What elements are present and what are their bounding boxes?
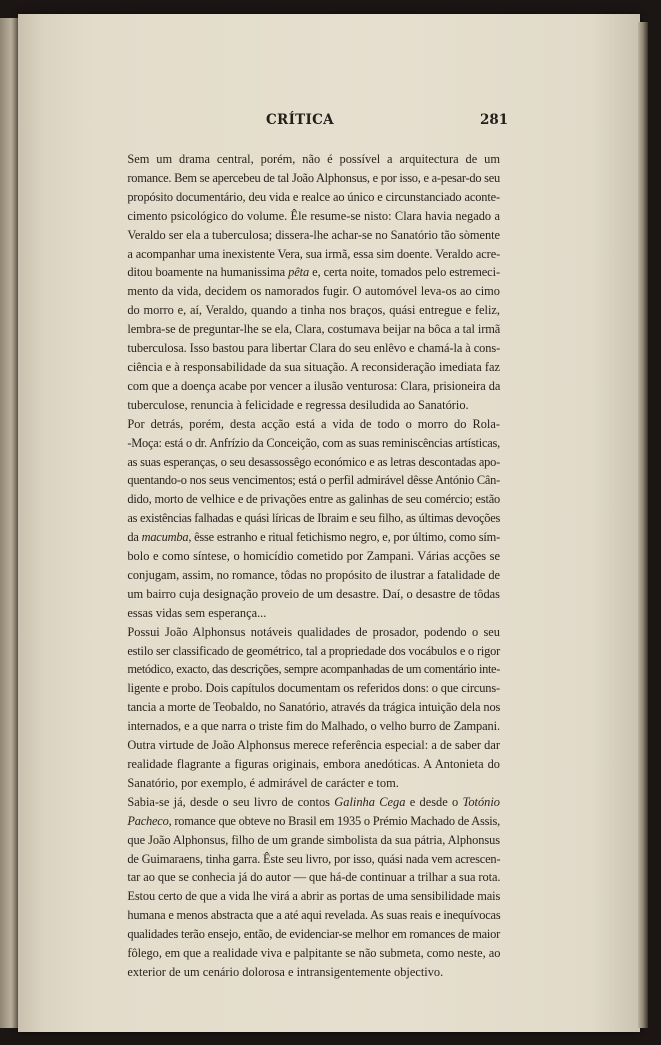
- text-line: Outra virtude de João Alphonsus merece referência especial: a de saber dar: [127, 738, 500, 753]
- text-line: com que a doença acabe por vencer a ilusão venturosa: Clara, prisioneira da: [127, 378, 501, 393]
- text-line: um bairro cuja designação proveio de um desastre. Daí, o desastre de tôdas: [127, 586, 500, 601]
- text-line: Pacheco, romance que obteve no Brasil em 1935 o Prémio Machado de Assis,: [127, 813, 500, 828]
- text-line: a acompanhar uma inexistente Vera, sua irmã, essa sim doente. Veraldo acre-: [127, 246, 501, 261]
- paragraph: [110, 793, 500, 982]
- text-line: da macumba, êsse estranho e ritual fetichismo negro, e, por último, como sím-: [127, 530, 500, 545]
- text-line: -Moça: está o dr. Anfrízio da Conceição, com as suas reminiscências artísticas,: [127, 435, 500, 450]
- text-line: Por detrás, porém, desta acção está a vida de todo o morro do Rola-: [127, 416, 500, 431]
- paragraph: [110, 415, 500, 623]
- running-title: CRÍTICA: [266, 112, 334, 128]
- text-line: estilo ser classificado de geométrico, tal a propriedade dos vocábulos e o rigor: [127, 643, 501, 658]
- text-line: Possui João Alphonsus notáveis qualidades de prosador, podendo o seu: [127, 624, 500, 639]
- text-line: tancia a morte de Teobaldo, no Sanatório, através da trágica intuição dela nos: [127, 700, 501, 715]
- text-line: as existências falhadas e quási líricas de Ibraim e seu filho, as últimas devoções: [127, 511, 500, 526]
- running-head: [0, 112, 661, 132]
- text-line: tuberculosa. Isso bastou para libertar Clara do seu enlêvo e chamá-la à cons-: [127, 341, 501, 356]
- text-line: bolo e como síntese, o homicídio cometido por Zampani. Várias acções se: [127, 549, 500, 564]
- text-line: ditou boamente na humanissima pêta e, certa noite, tomados pelo estremeci-: [127, 265, 501, 280]
- text-line: Sanatório, por exemplo, é admirável de carácter e tom.: [127, 775, 399, 790]
- text-line: que João Alphonsus, filho de um grande simbolista da sua pátria, Alphonsus: [127, 832, 500, 847]
- page-number: 281: [480, 112, 509, 128]
- text-line: dido, morto de velhice e de privações entre as galinhas de seu comércio; estão: [127, 492, 501, 507]
- text-line: fôlego, em que a realidade viva e palpitante se não submeta, como neste, ao: [127, 946, 501, 961]
- text-line: quentando-o nos seus vencimentos; está o perfil admirável dêsse António Cân-: [127, 473, 500, 488]
- text-line: exterior de um cenário dolorosa e intransigentemente objectivo.: [127, 964, 444, 979]
- text-line: cimento psicológico do volume. Êle resume-se nisto: Clara havia negado a: [127, 208, 500, 223]
- text-line: Sem um drama central, porém, não é possível a arquitectura de um: [127, 152, 500, 166]
- text-line: do morro e, aí, Veraldo, quando a tinha nos braços, quási entregue e feliz,: [127, 303, 500, 318]
- text-line: ciência e à responsabilidade da sua situação. A reconsideração imediata faz: [127, 359, 500, 374]
- text-line: internados, e a que narra o triste fim do Malhado, o velho burro de Zampani.: [127, 719, 500, 734]
- paragraph: [110, 623, 500, 793]
- text-line: Estou certo de que a vida lhe virá a abrir as portas de uma sensibilidade mais: [127, 889, 501, 904]
- text-line: Sabia-se já, desde o seu livro de contos Galinha Cega e desde o Totónio: [127, 794, 500, 809]
- page-stack-edge: [638, 22, 648, 1028]
- text-line: conjugam, assim, no romance, tôdas no propósito de ilustrar a fatalidade de: [127, 567, 501, 582]
- text-line: de Guimaraens, tinha garra. Êste seu livro, por isso, quási nada vem acrescen-: [127, 851, 501, 866]
- text-line: qualidades terão ensejo, então, de evidenciar-se melhor em romances de maior: [127, 927, 500, 942]
- text-line: ligente e probo. Dois capítulos documentam os referidos dons: o que circuns-: [127, 681, 500, 696]
- text-line: propósito documentário, deu vida e realce ao único e circunstanciado aconte-: [127, 189, 500, 204]
- text-line: romance. Bem se apercebeu de tal João Alphonsus, e por isso, e a-pesar-do seu: [127, 170, 500, 185]
- text-line: essas vidas sem esperança...: [127, 605, 267, 620]
- text-line: tuberculose, renuncia à felicidade e regressa desiludida ao Sanatório.: [127, 397, 469, 412]
- text-line: Veraldo ser ela a tuberculosa; dissera-lhe achar-se no Sanatório tão sòmente: [127, 227, 500, 242]
- facing-page-edge: [0, 18, 20, 1028]
- text-line: lembra-se de preguntar-lhe se ela, Clara, costumava beijar na bôca a tal irmã: [127, 322, 501, 337]
- text-line: realidade flagrante a figuras originais, embora anedóticas. A Antonieta do: [127, 757, 500, 771]
- text-line: metódico, exacto, das descrições, sempre acompanhadas de um comentário inte-: [127, 662, 500, 677]
- body-text: [110, 150, 500, 982]
- text-line: mento da vida, decidem os namorados fugir. O automóvel leva-os ao cimo: [127, 284, 500, 299]
- text-line: tar ao que se conhecia já do autor — que há-de continuar a trilhar a sua rota.: [127, 870, 501, 885]
- text-line: as suas esperanças, o seu desassossêgo económico e as letras descontadas apo-: [127, 454, 500, 469]
- paragraph: [110, 150, 500, 415]
- text-line: humana e menos abstracta que a até aqui revelada. As suas reais e inequívocas: [127, 908, 501, 923]
